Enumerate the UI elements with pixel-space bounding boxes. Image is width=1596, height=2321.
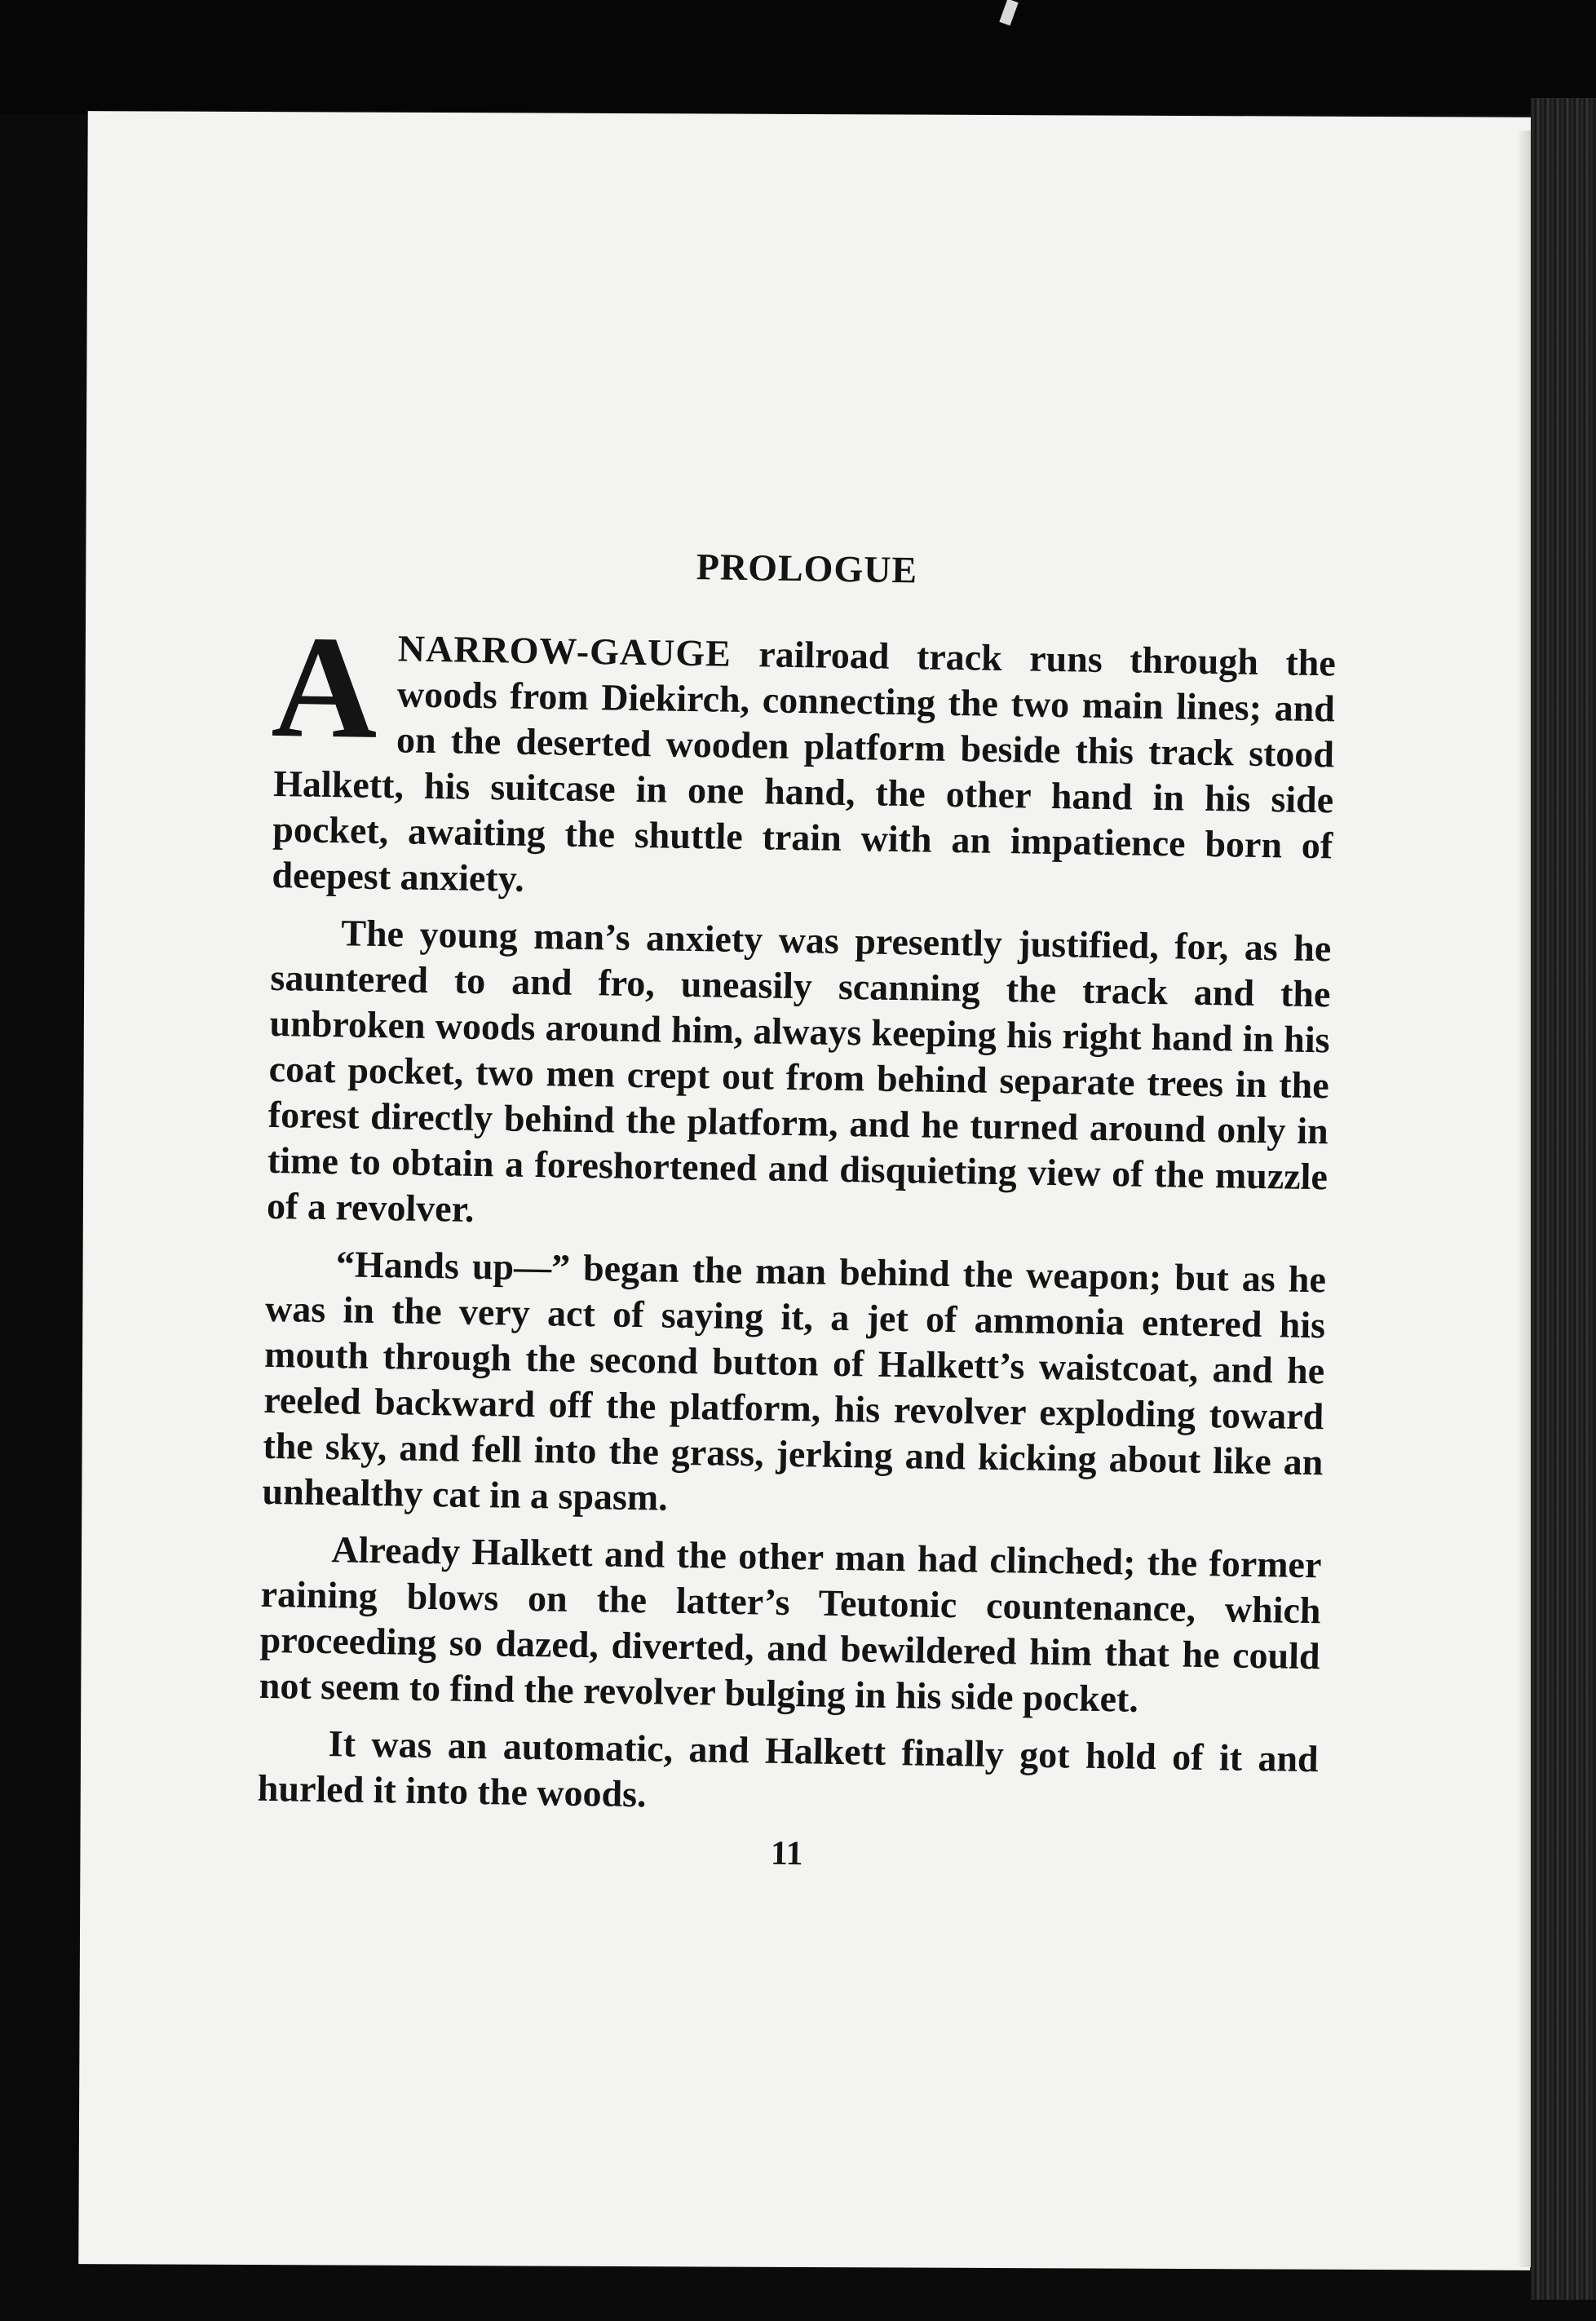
lead-caps: NARROW-GAUGE [397,627,732,674]
paragraph-5: It was an automatic, and Halkett finally got hold of it and hurled it into the woods. [257,1722,1320,1815]
chapter-title: PROLOGUE [696,546,918,591]
page-number: 11 [770,1834,803,1873]
paragraph-1 [270,604,1337,914]
scan-top-border [0,0,1596,114]
paragraph-4: Already Halkett and the other man had clinched; the former raining blows on the latter’s Teutonic countenance, which proceeding so dazed, diverted, and bewildered him that he could not seem to find the revolver bulging in his side pocket. [259,1528,1322,1720]
drop-cap: A [270,604,379,769]
paragraph-3: “Hands up—” began the man behind the weapon; but as he was in the very act of saying it, a jet of ammonia entered his mouth through the second button of Halkett’s waistcoat, and he reeled backward off the platform, his revolver exploding toward the sky, and fell into the grass, jerking and kicking about like an unhealthy cat in a spasm. [262,1243,1327,1519]
page-left-edge [70,1256,78,2275]
page-text [256,538,1337,1881]
paragraph-2: The young man’s anxiety was presently justified, for, as he sauntered to and fro, uneasily scanning the track and the unbroken woods around him, always keeping his right hand in his coat pocket, two men crept out from behind separate trees in the forest directly behind the platform, and he turned around only in time to obtain a foreshortened and disquieting view of the muzzle of a revolver. [266,912,1332,1230]
paragraph-1-text: railroad track runs through the woods from Diekirch, connecting the two main lines; and on the deserted wooden platform beside this track stood Halkett, his suitcase in one hand, the other hand in his side pocket, awaiting the shuttle train with an impatience born of deepest anxiety. [272,632,1337,900]
book-edge [1531,98,1596,2300]
